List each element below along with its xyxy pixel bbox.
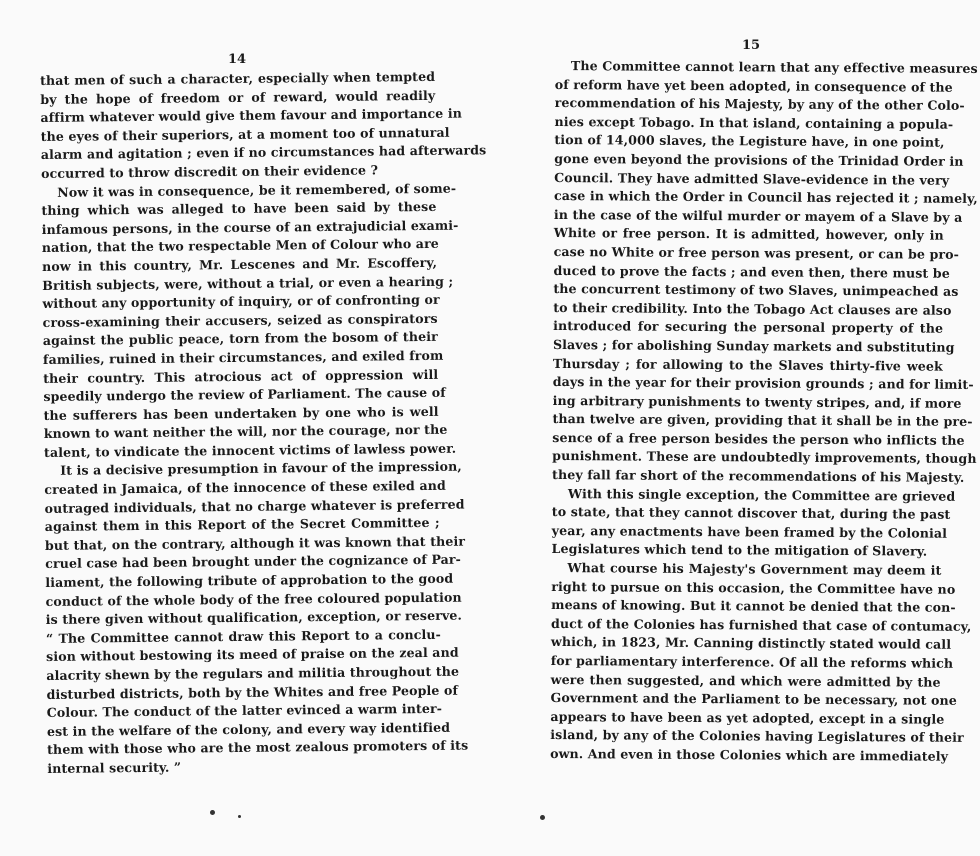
text-line: internal security. ” (47, 759, 182, 776)
text-line: Now it was in consequence, be it remembered, of some- (57, 180, 457, 200)
text-line: that men of such a character, especially when tempted (40, 68, 436, 88)
left-page-body (40, 68, 487, 779)
text-line: case no White or free person was present, or can be pro- (553, 243, 960, 262)
text-line: but that, on the contrary, although it was known that their (44, 533, 466, 553)
text-line: punishment. These are undoubtedly improvements, though (552, 448, 977, 467)
text-line: cruel case had been brought under the cognizance of Par- (45, 552, 462, 572)
text-line: them with those who are the most zealous promoters of its (47, 737, 469, 758)
text-line: which, in 1823, Mr. Canning distinctly stated would call (550, 634, 952, 653)
text-line: nation, that the two respectable Men of Colour who are (41, 236, 439, 256)
text-line: liament, the following tribute of approbation to the good (45, 570, 454, 591)
text-line: case in which the Order in Council has rejected it ; namely, (553, 188, 978, 207)
text-line: talent, to vindicate the innocent victims of lawless power. (43, 440, 457, 460)
text-line: “ The Committee cannot draw this Report to a conclu- (45, 626, 441, 646)
text-line: by the hope of freedom or of reward, would readily (40, 87, 436, 107)
right-page (520, 0, 980, 856)
text-line: thing which was alleged to have been said by these (41, 199, 437, 219)
text-line: of reform have yet been adopted, in consequence of the (554, 76, 953, 95)
text-line: The Committee cannot learn that any effective measures (570, 58, 978, 76)
text-line: affirm whatever would give them favour and importance in (40, 105, 463, 126)
text-line: alarm and agitation ; even if no circumstances had afterwards (40, 142, 487, 163)
text-line: sion without bestowing its meed of praise on the zeal and (46, 645, 459, 665)
text-line: White or free person. It is admitted, however, only in (553, 225, 944, 244)
text-line: cross-examining their accusers, seized as conspirators (42, 310, 438, 330)
text-line: recommendation of his Majesty, by any of the other Colo- (554, 95, 965, 114)
text-line: right to pursue on this occasion, the Committee have no (551, 578, 956, 597)
text-line: families, ruined in their circumstances, and exiled from (42, 347, 444, 367)
text-line: were then suggested, and which were admitted by the (550, 671, 941, 690)
text-line: they fall far short of the recommendations of his Majesty. (552, 467, 965, 485)
text-line: British subjects, were, without a trial, or even a hearing ; (42, 273, 454, 293)
text-line: appears to have been as yet adopted, except in a single (550, 708, 945, 727)
text-line: the concurrent testimony of two Slaves, unimpeached as (553, 281, 959, 299)
text-line: Legislatures which tend to the mitigation of Slavery. (551, 541, 928, 560)
text-line: Council. They have admitted Slave-evidence in the very (554, 169, 950, 188)
text-line: year, any enactments have been framed by the Colonial (551, 522, 948, 541)
text-line: means of knowing. But it cannot be denied that the con- (551, 597, 956, 616)
text-line: now in this country, Mr. Lescenes and Mr. Escoffery, (41, 254, 438, 274)
text-line: created in Jamaica, of the innocence of these exiled and (44, 477, 446, 498)
page-number-15: 15 (742, 38, 761, 53)
text-line: days in the year for their provision grounds ; and for limit- (552, 374, 974, 393)
text-line: ing arbitrary punishments to twenty stripes, and, if more (552, 392, 962, 411)
text-line: Colour. The conduct of the latter evinced a warm inter- (46, 701, 443, 721)
text-line: nies except Tobago. In that island, containing a popula- (554, 113, 954, 132)
text-line: conduct of the whole body of the free coloured population (45, 589, 462, 609)
text-line: tion of 14,000 slaves, the Legisture have, in one point, (554, 132, 945, 151)
text-line: in the case of the wilful murder or mayem of a Slave by a (553, 206, 963, 225)
text-line: island, by any of the Colonies having Legislatures of their (550, 727, 964, 746)
text-line: With this single exception, the Committee are grieved (567, 485, 956, 504)
scan-speck (238, 815, 241, 818)
text-line: speedily undergo the review of Parliament. The cause of (43, 384, 446, 405)
text-line: gone even beyond the provisions of the Trinidad Order in (554, 150, 964, 169)
text-line: for parliamentary interference. Of all the reforms which (550, 652, 954, 671)
text-line: alacrity shewn by the regulars and militia throughout the (46, 663, 460, 683)
text-line: Government and the Parliament to be necessary, not one (550, 690, 958, 709)
text-line: known to want neither the will, nor the courage, nor the (43, 422, 448, 442)
text-line: to state, that they cannot discover that, during the past (551, 504, 951, 523)
text-line: Thursday ; for allowing to the Slaves thirty-five week (552, 355, 943, 374)
text-line: against them in this Report of the Secret Committee ; (44, 515, 440, 535)
text-line: disturbed districts, both by the Whites and free People of (46, 682, 459, 702)
text-line: own. And even in those Colonies which are immediately (550, 745, 949, 764)
text-line: duced to prove the facts ; and even then, there must be (553, 262, 950, 281)
text-line: It is a decisive presumption in favour of the impression, (60, 459, 462, 479)
text-line: What course his Majesty's Government may deem it (567, 560, 942, 578)
text-line: is there given without qualification, exception, or reserve. (45, 607, 462, 628)
text-line: to their credibility. Into the Tobago Act clauses are also (553, 299, 952, 318)
text-line: the eyes of their superiors, at a moment too of unnatural (40, 124, 450, 144)
text-line: against the public peace, torn from the bosom of their (42, 329, 438, 349)
page-number-14: 14 (228, 52, 247, 67)
text-line: than twelve are given, providing that it shall be in the pre- (552, 411, 973, 430)
right-page-body (550, 57, 978, 766)
text-line: the sufferers has been undertaken by one who is well (43, 403, 439, 423)
scan-speck (210, 810, 215, 815)
scan-speck (540, 815, 545, 820)
text-line: sence of a free person besides the person who inflicts the (552, 429, 965, 448)
text-line: occurred to throw discredit on their evidence ? (40, 162, 379, 181)
text-line: introduced for securing the personal property of the (553, 318, 944, 337)
text-line: outraged individuals, that no charge whatever is preferred (44, 496, 465, 516)
text-line: infamous persons, in the course of an extrajudicial exami- (41, 217, 459, 237)
text-line: Slaves ; for abolishing Sunday markets and substituting (552, 336, 955, 355)
text-line: without any opportunity of inquiry, or of confronting or (42, 291, 440, 312)
text-line: est in the welfare of the colony, and every way identified (46, 719, 451, 739)
text-line: duct of the Colonies has furnished that case of contumacy, (550, 615, 972, 634)
text-line: their country. This atrocious act of oppression will (43, 366, 439, 386)
